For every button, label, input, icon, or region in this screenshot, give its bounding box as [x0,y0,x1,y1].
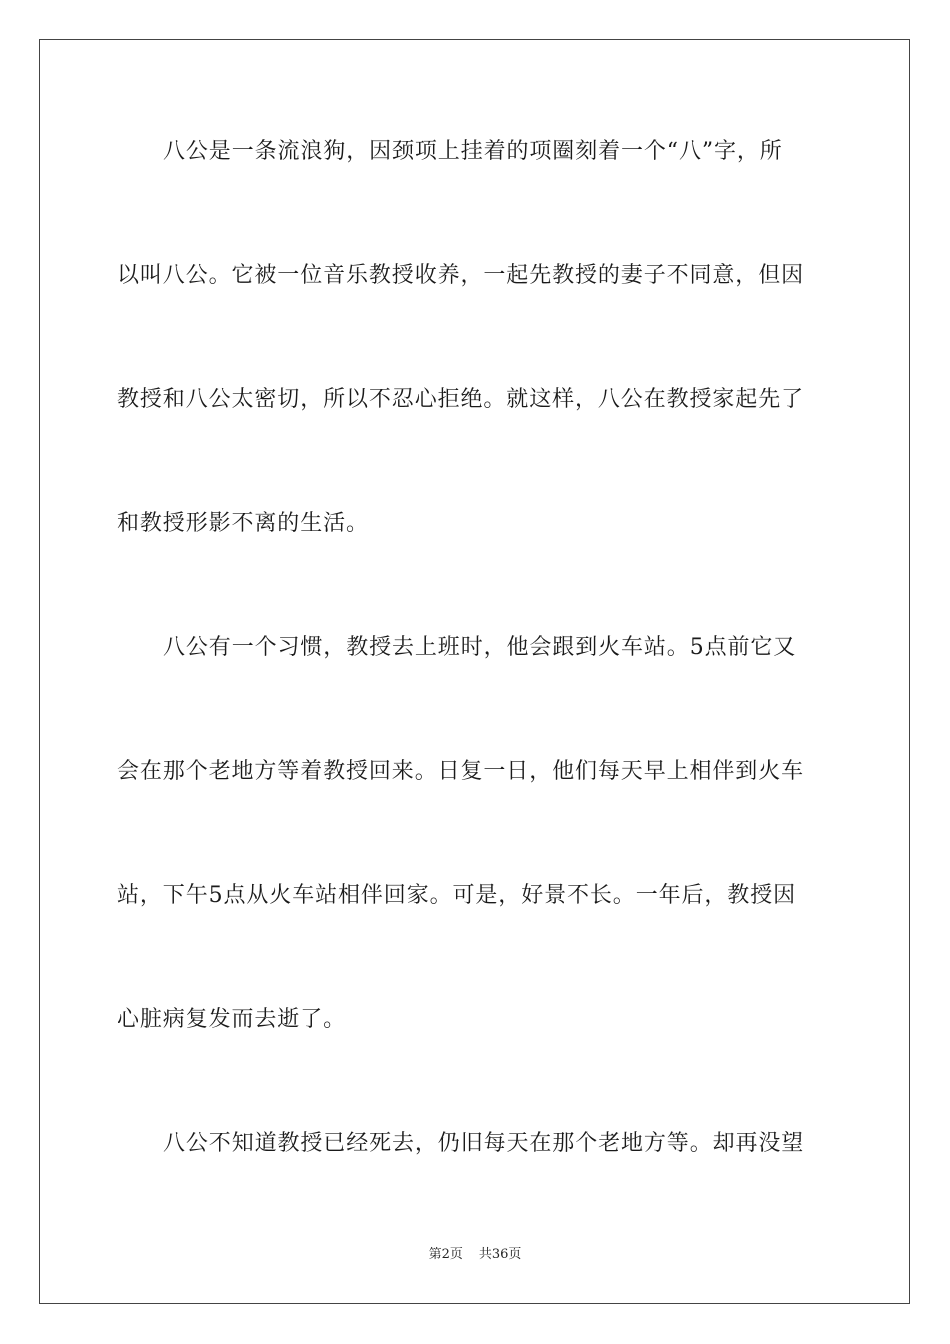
paragraph-2-line-2: 会在那个老地方等着教授回来。日复一日，他们每天早上相伴到火车 [117,759,805,784]
paragraph-3-line-1: 八公不知道教授已经死去，仍旧每天在那个老地方等。却再没望 [163,1131,805,1156]
page-number: 第2页 [428,1247,463,1262]
paragraph-1-line-3: 教授和八公太密切，所以不忍心拒绝。就这样，八公在教授家起先了 [117,387,805,412]
paragraph-1-line-2: 以叫八公。它被一位音乐教授收养，一起先教授的妻子不同意，但因 [117,263,805,288]
paragraph-1-line-1: 八公是一条流浪狗，因颈项上挂着的项圈刻着一个“八”字，所 [163,139,783,164]
paragraph-2-line-4: 心脏病复发而去逝了。 [117,1007,347,1032]
page-footer [0,1246,950,1264]
paragraph-2-line-1: 八公有一个习惯，教授去上班时，他会跟到火车站。5点前它又 [163,635,797,660]
paragraph-2-line-3: 站，下午5点从火车站相伴回家。可是，好景不长。一年后，教授因 [117,883,796,908]
paragraph-1-line-4: 和教授形影不离的生活。 [117,511,369,536]
page-border [39,39,910,1304]
total-pages: 共36页 [478,1247,522,1262]
